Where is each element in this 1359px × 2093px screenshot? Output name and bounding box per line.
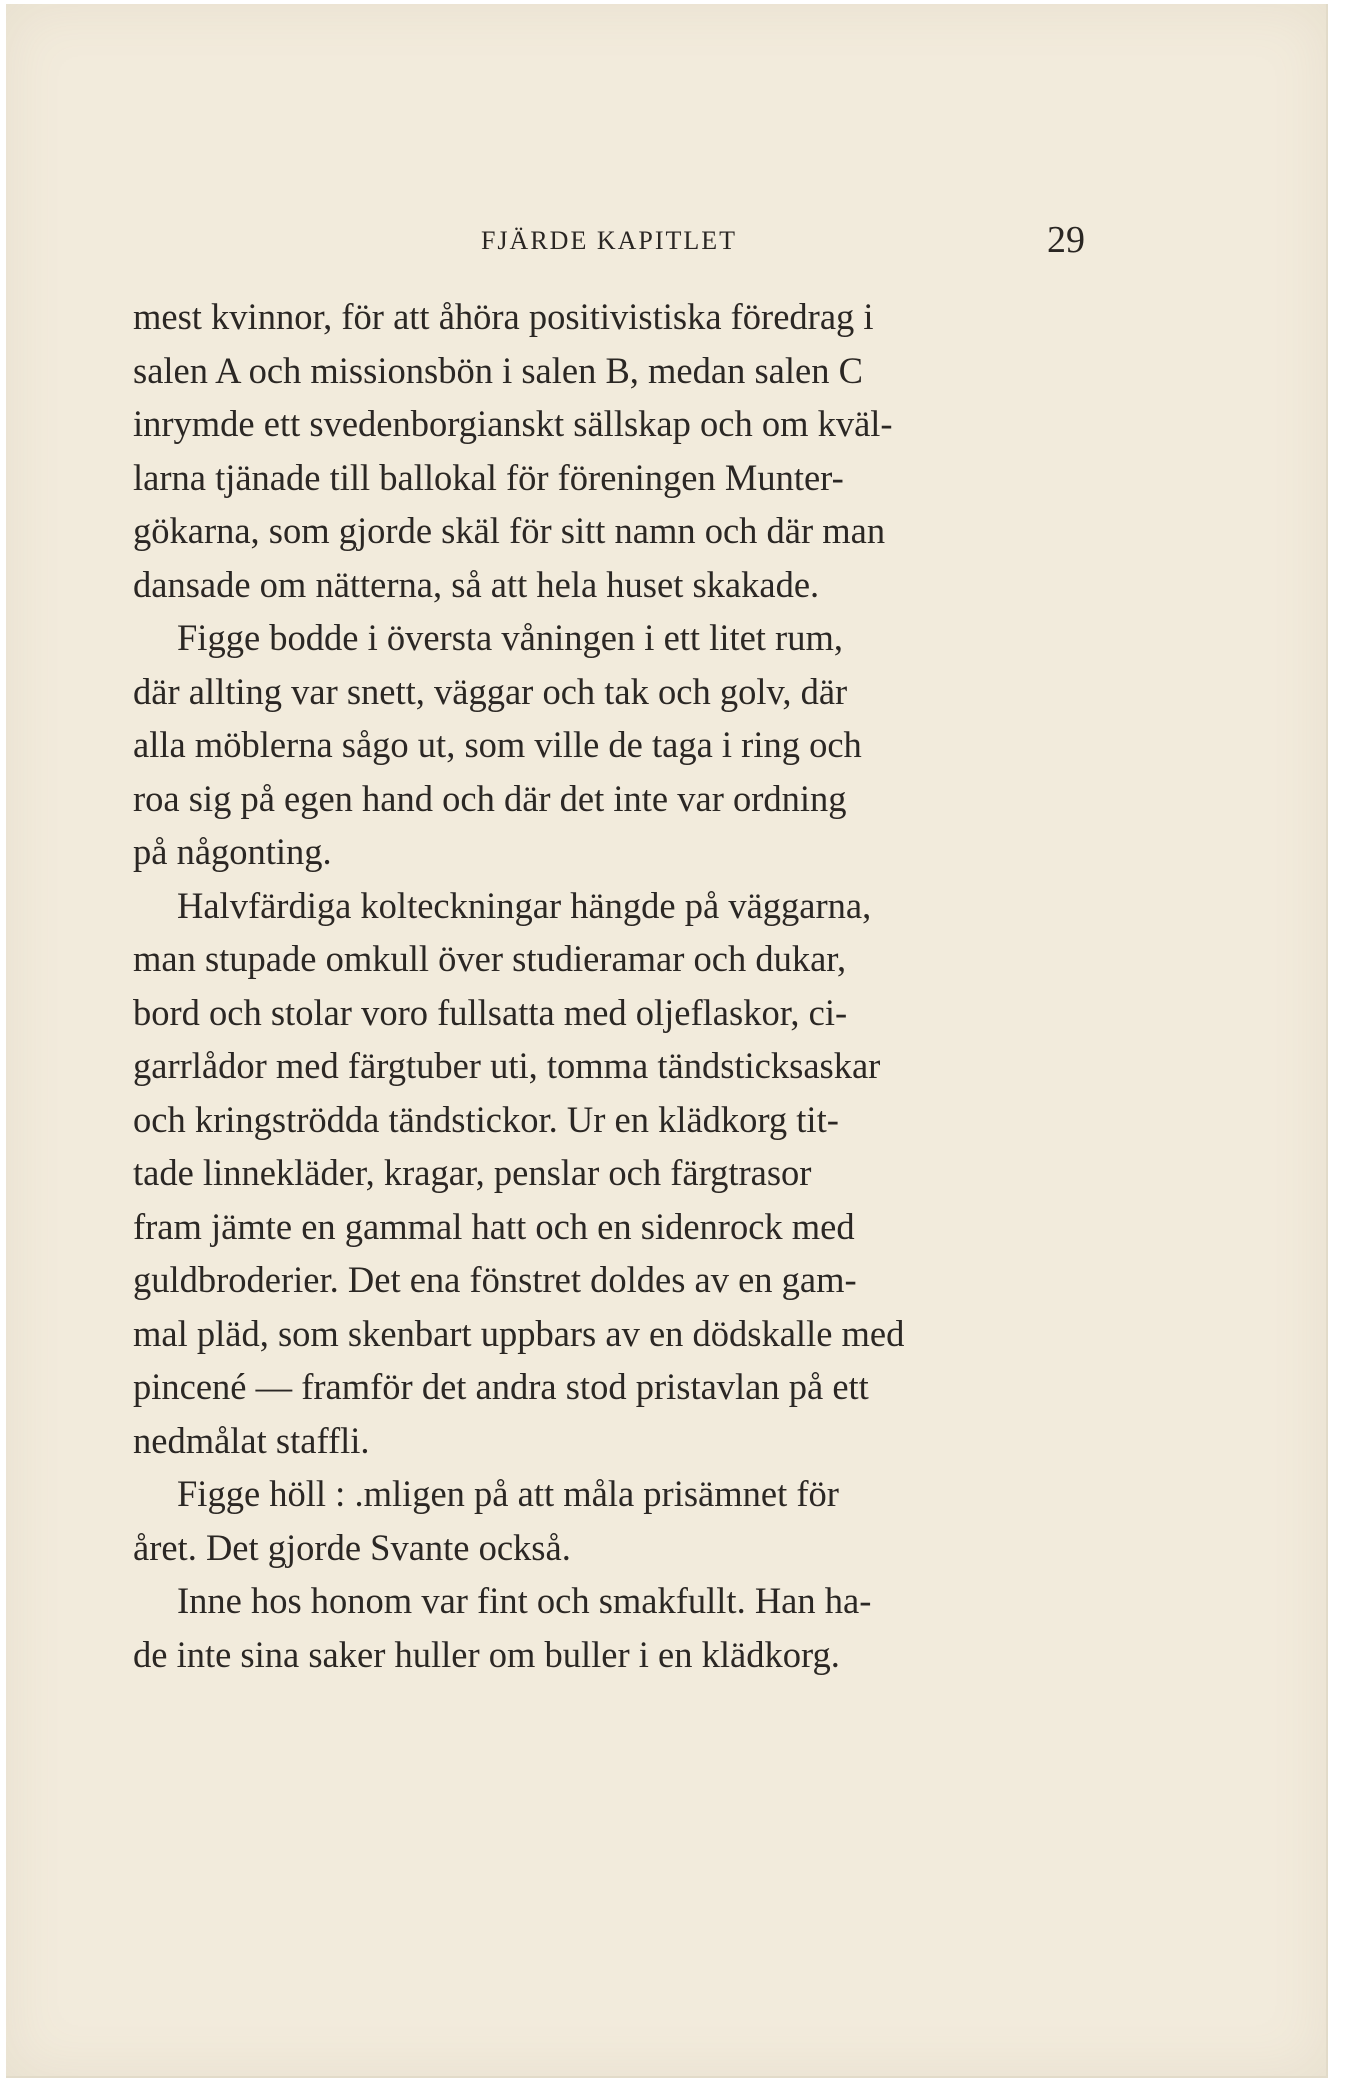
- text-line: roa sig på egen hand och där det inte var ordning: [133, 777, 847, 819]
- text-line: guldbroderier. Det ena fönstret doldes av en gam-: [133, 1259, 857, 1300]
- text-line: Figge bodde i översta våningen i ett litet rum,: [177, 617, 843, 658]
- text-line: alla möblerna sågo ut, som ville de taga i ring och: [133, 724, 862, 765]
- text-line: inrymde ett svedenborgianskt sällskap och om kväl-: [133, 403, 893, 444]
- chapter-title: FJÄRDE KAPITLET: [480, 226, 738, 255]
- text-line: året. Det gjorde Svante också.: [133, 1526, 571, 1568]
- text-line: pincené — framför det andra stod pristavlan på ett: [133, 1366, 869, 1407]
- text-line: dansade om nätterna, så att hela huset skakade.: [133, 563, 820, 605]
- text-line: Inne hos honom var fint och smakfullt. Han ha-: [177, 1580, 872, 1621]
- text-line: där allting var snett, väggar och tak och golv, där: [133, 670, 848, 712]
- text-line: gökarna, som gjorde skäl för sitt namn och där man: [133, 510, 886, 551]
- text-line: salen A och missionsbön i salen B, medan salen C: [133, 349, 863, 391]
- text-line: och kringströdda tändstickor. Ur en klädkorg tit-: [133, 1098, 839, 1140]
- text-line: larna tjänade till ballokal för föreningen Munter-: [133, 456, 844, 498]
- text-line: nedmålat staffli.: [133, 1419, 370, 1461]
- text-line: garrlådor med färgtuber uti, tomma tändsticksaskar: [133, 1045, 881, 1086]
- text-line: de inte sina saker huller om buller i en klädkorg.: [133, 1633, 840, 1675]
- running-head: [133, 218, 1085, 268]
- text-line: Halvfärdiga kolteckningar hängde på väggarna,: [177, 884, 872, 926]
- text-line: tade linnekläder, kragar, penslar och färgtrasor: [133, 1152, 812, 1193]
- body-text: [133, 290, 1085, 1681]
- page-number: 29: [1047, 219, 1085, 261]
- text-line: på någonting.: [133, 831, 332, 872]
- text-line: Figge höll : .mligen på att måla prisämnet för: [177, 1473, 839, 1514]
- text-line: fram jämte en gammal hatt och en sidenrock med: [133, 1205, 855, 1247]
- text-line: man stupade omkull över studieramar och dukar,: [133, 938, 847, 979]
- text-line: bord och stolar voro fullsatta med oljeflaskor, ci-: [133, 991, 848, 1033]
- text-line: mest kvinnor, för att åhöra positivistiska föredrag i: [133, 296, 874, 337]
- text-line: mal pläd, som skenbart uppbars av en dödskalle med: [133, 1312, 905, 1354]
